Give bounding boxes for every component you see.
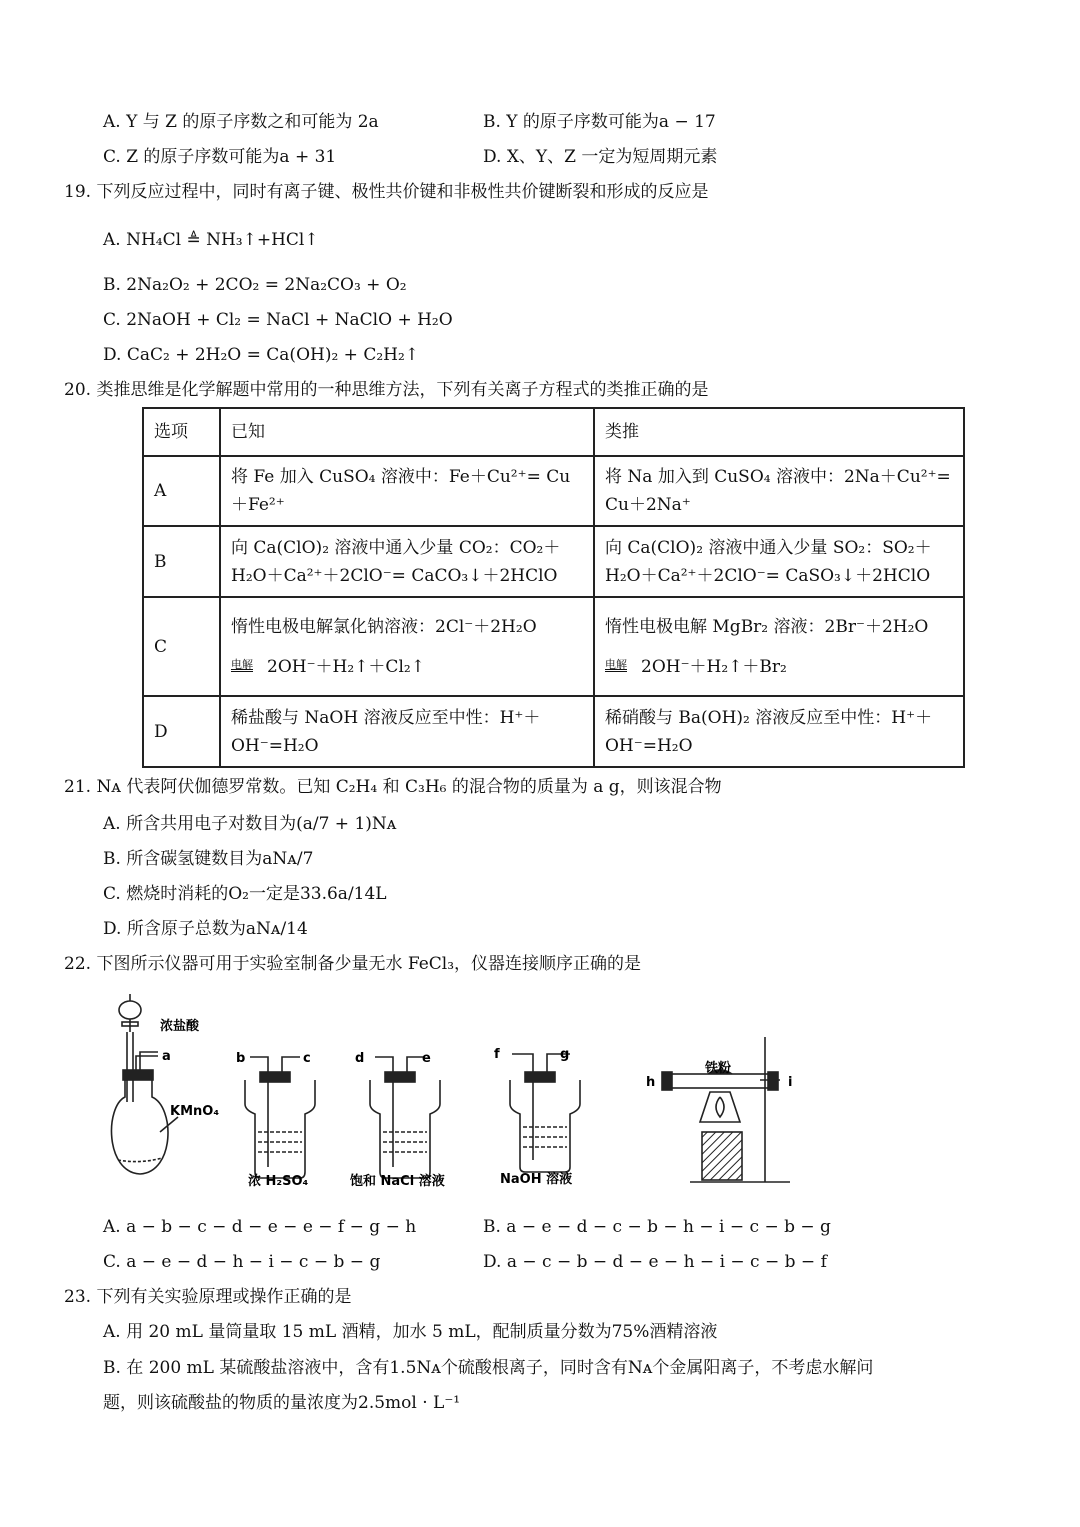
table-row (143, 696, 964, 767)
analog-line: H₂O＋Ca²⁺＋2ClO⁻= CaSO₃↓＋2HClO (605, 565, 931, 586)
q23-option-a: A. 用 20 mL 量筒量取 15 mL 酒精，加水 5 mL，配制质量分数为75%酒精溶液 (103, 1322, 718, 1342)
q19-option-c: C. 2NaOH + Cl₂ = NaCl + NaClO + H₂O (103, 310, 453, 330)
row-known (220, 456, 594, 526)
q23-stem: 23. 下列有关实验原理或操作正确的是 (64, 1287, 352, 1307)
header-known: 已知 (220, 408, 594, 456)
row-known (220, 526, 594, 597)
q22-option-d: D. a − c − b − d − e − h − i − c − b − f (483, 1252, 827, 1272)
letter-e: e (422, 1051, 431, 1066)
known-line: H₂O＋Ca²⁺＋2ClO⁻= CaCO₃↓＋2HClO (231, 565, 558, 586)
q21-option-d: D. 所含原子总数为aNᴀ/14 (103, 919, 308, 939)
analog-line: 向 Ca(ClO)₂ 溶液中通入少量 SO₂：SO₂＋ (605, 537, 932, 558)
row-option: A (143, 456, 220, 526)
q18-option-c: C. Z 的原子序数可能为a + 31 (103, 147, 337, 167)
letter-f: f (494, 1047, 500, 1062)
electrolysis-condition: 电解 (231, 657, 253, 671)
analog-line: OH⁻=H₂O (605, 735, 693, 756)
apparatus-figure (100, 992, 820, 1192)
q19-option-d: D. CaC₂ + 2H₂O = Ca(OH)₂ + C₂H₂↑ (103, 345, 420, 365)
q23-option-b-continued: 题，则该硫酸盐的物质的量浓度为2.5mol · L⁻¹ (103, 1393, 461, 1413)
known-line: 向 Ca(ClO)₂ 溶液中通入少量 CO₂：CO₂＋ (231, 537, 561, 558)
wash-bottle-1 (245, 1057, 315, 1178)
table-row (143, 456, 964, 526)
known-line: 稀盐酸与 NaOH 溶液反应至中性：H⁺＋ (231, 707, 541, 728)
label-kmno4: KMnO₄ (170, 1104, 220, 1119)
letter-h: h (646, 1075, 656, 1090)
letter-i: i (788, 1075, 793, 1090)
q19-stem: 19. 下列反应过程中，同时有离子键、极性共价键和非极性共价键断裂和形成的反应是 (64, 182, 709, 202)
analog-line: 将 Na 加入到 CuSO₄ 溶液中：2Na＋Cu²⁺= (605, 467, 951, 487)
row-option: C (143, 597, 220, 696)
known-line: 惰性电极电解氯化钠溶液：2Cl⁻＋2H₂O (231, 616, 537, 637)
row-known (220, 597, 594, 696)
q18-option-a: A. Y 与 Z 的原子序数之和可能为 2a (103, 112, 379, 132)
header-option: 选项 (143, 408, 220, 456)
combustion-tube (662, 1037, 793, 1182)
letter-b: b (236, 1051, 246, 1066)
q19-option-b: B. 2Na₂O₂ + 2CO₂ = 2Na₂CO₃ + O₂ (103, 275, 407, 295)
q20-stem: 20. 类推思维是化学解题中常用的一种思维方法，下列有关离子方程式的类推正确的是 (64, 380, 709, 400)
letter-a: a (162, 1049, 171, 1064)
q22-option-b: B. a − e − d − c − b − h − i − c − b − g (483, 1217, 831, 1237)
q21-option-b: B. 所含碳氢键数目为aNᴀ/7 (103, 849, 314, 869)
q21-stem: 21. Nᴀ 代表阿伏伽德罗常数。已知 C₂H₄ 和 C₃H₆ 的混合物的质量为 a g，则该混合物 (64, 777, 722, 797)
letter-c: c (303, 1051, 311, 1066)
q21-option-c: C. 燃烧时消耗的O₂一定是33.6a/14L (103, 884, 387, 904)
electrolysis-condition: 电解 (605, 657, 627, 671)
header-analog: 类推 (594, 408, 964, 456)
analog-line: 惰性电极电解 MgBr₂ 溶液：2Br⁻＋2H₂O (605, 616, 929, 637)
row-analog (594, 696, 964, 767)
q18-option-d: D. X、Y、Z 一定为短周期元素 (483, 147, 718, 167)
analog-equation: 2OH⁻＋H₂↑＋Br₂ (641, 656, 787, 677)
known-equation: 2OH⁻＋H₂↑＋Cl₂↑ (267, 656, 425, 677)
letter-g: g (560, 1047, 570, 1062)
row-analog (594, 456, 964, 526)
q23-option-b: B. 在 200 mL 某硫酸盐溶液中，含有1.5Nᴀ个硫酸根离子，同时含有Nᴀ个金属阳离子，不考虑水解问 (103, 1358, 874, 1378)
q21-option-a: A. 所含共用电子对数目为(a/7 + 1)Nᴀ (103, 814, 397, 834)
table-header-row (143, 408, 964, 456)
wash-bottle-2 (370, 1057, 440, 1178)
letter-d: d (355, 1051, 365, 1066)
row-option: D (143, 696, 220, 767)
label-naoh: NaOH 溶液 (500, 1172, 573, 1187)
q22-option-a: A. a − b − c − d − e − e − f − g − h (103, 1217, 417, 1237)
known-line: 将 Fe 加入 CuSO₄ 溶液中：Fe＋Cu²⁺= Cu (231, 467, 571, 487)
q22-option-c: C. a − e − d − h − i − c − b − g (103, 1252, 381, 1272)
analog-line: Cu＋2Na⁺ (605, 495, 691, 515)
row-option: B (143, 526, 220, 597)
q18-option-b: B. Y 的原子序数可能为a − 17 (483, 112, 716, 132)
row-analog (594, 526, 964, 597)
table-row (143, 597, 964, 696)
known-line (231, 651, 583, 681)
label-iron-powder: 铁粉 (705, 1061, 732, 1076)
q20-table (142, 407, 965, 768)
row-analog (594, 597, 964, 696)
analog-line (605, 651, 953, 681)
known-line: ＋Fe²⁺ (231, 495, 285, 515)
label-conc-h2so4: 浓 H₂SO₄ (248, 1174, 309, 1189)
analog-line: 稀硝酸与 Ba(OH)₂ 溶液反应至中性：H⁺＋ (605, 707, 933, 728)
q22-stem: 22. 下图所示仪器可用于实验室制备少量无水 FeCl₃，仪器连接顺序正确的是 (64, 954, 642, 974)
label-conc-hcl: 浓盐酸 (160, 1019, 200, 1034)
row-known (220, 696, 594, 767)
table-row (143, 526, 964, 597)
label-sat-nacl: 饱和 NaCl 溶液 (350, 1174, 445, 1189)
wash-bottle-3 (510, 1054, 580, 1172)
q19-option-a: A. NH₄Cl ≜ NH₃↑+HCl↑ (103, 230, 319, 250)
known-line: OH⁻=H₂O (231, 735, 319, 756)
